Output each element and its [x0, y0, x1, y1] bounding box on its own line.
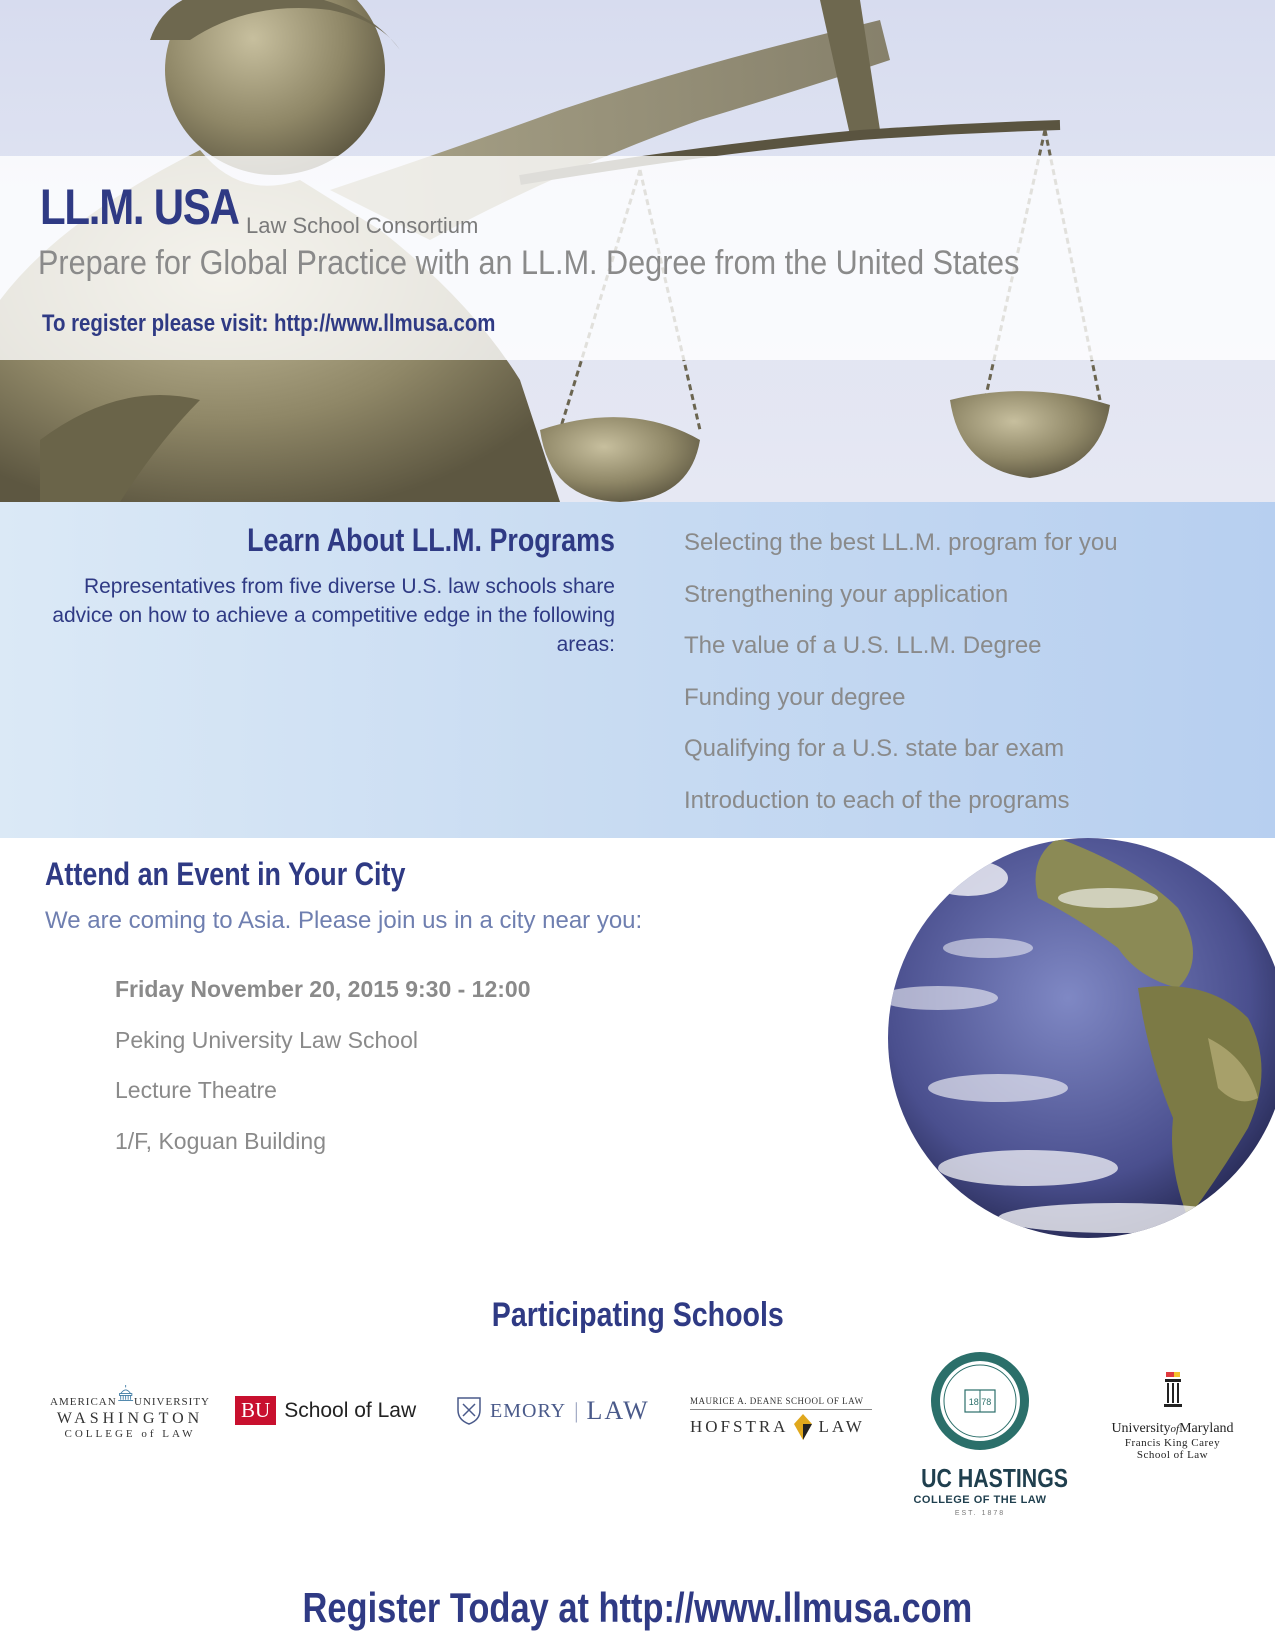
register-link-bottom[interactable]: Register Today at http://www.llmusa.com [302, 1584, 973, 1631]
topic-item: Selecting the best LL.M. program for you [684, 529, 1118, 556]
learn-title: Learn About LL.M. Programs [247, 522, 615, 558]
tagline: Prepare for Global Practice with an LL.M. Degree from the United States [38, 244, 1020, 282]
brand-subtitle: Law School Consortium [246, 213, 479, 238]
topic-item: Strengthening your application [684, 580, 1009, 608]
bu-mark: BU [235, 1396, 276, 1425]
maryland-column-icon [1162, 1372, 1184, 1410]
topics-list [684, 528, 1118, 837]
uc-hastings-logo: 18 78 UC HASTINGS COLLEGE OF THE LAW EST. 1878 [905, 1350, 1055, 1517]
event-building: 1/F, Koguan Building [115, 1127, 326, 1154]
event-details [115, 974, 531, 1176]
uc-hastings-seal-icon [929, 1350, 1031, 1452]
svg-text:18 78: 18 78 [968, 1397, 992, 1407]
participating-schools-title: Participating Schools [491, 1296, 784, 1334]
hero-banner [0, 0, 1275, 502]
attend-title: Attend an Event in Your City [45, 856, 406, 892]
event-date: Friday November 20, 2015 9:30 - 12:00 [115, 976, 531, 1002]
topic-item: The value of a U.S. LL.M. Degree [684, 632, 1042, 659]
attend-subtitle: We are coming to Asia. Please join us in a city near you: [45, 907, 643, 934]
topic-item: Introduction to each of the programs [684, 786, 1070, 814]
american-university-logo: AMERICAN UNIVERSITY WASHINGTON COLLEGE of LAW [50, 1378, 210, 1440]
hofstra-law-logo: MAURICE A. DEANE SCHOOL OF LAW HOFSTRA LAW [690, 1396, 872, 1440]
emory-shield-icon [456, 1396, 482, 1426]
diamond-icon [794, 1414, 812, 1440]
emory-law-logo: EMORY | LAW [456, 1396, 650, 1426]
earth-globe-image [878, 838, 1275, 1238]
event-venue: Peking University Law School [115, 1026, 418, 1053]
topic-item: Funding your degree [684, 683, 906, 711]
capitol-dome-icon [117, 1378, 134, 1408]
register-link-top[interactable]: To register please visit: http://www.llmusa.com [42, 310, 496, 337]
topic-item: Qualifying for a U.S. state bar exam [684, 735, 1065, 762]
brand-title: LL.M. USA [40, 179, 239, 235]
event-room: Lecture Theatre [115, 1077, 277, 1103]
learn-description: Representatives from five diverse U.S. law schools share advice on how to achieve a competitive edge in the following areas: [52, 575, 615, 656]
bu-school-of-law-logo: BU School of Law [235, 1396, 416, 1425]
university-of-maryland-logo: UniversityofMaryland Francis King Carey School of Law [1080, 1372, 1265, 1461]
